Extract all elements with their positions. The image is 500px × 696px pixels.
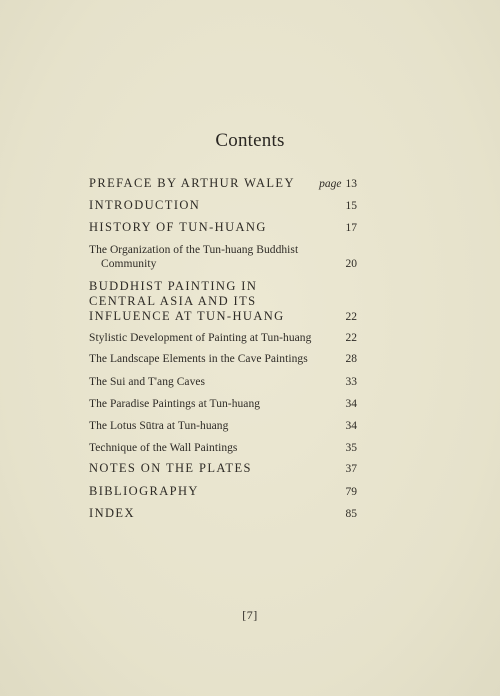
toc-entry-label: The Sui and T'ang Caves <box>89 376 206 388</box>
toc-entry-page: 17 <box>345 222 357 234</box>
toc-entry-page: 35 <box>345 442 357 454</box>
toc-entry-page <box>319 177 357 191</box>
toc-entry-bibliography <box>89 484 357 499</box>
toc-entry-label: NOTES ON THE PLATES <box>89 461 252 475</box>
toc-entry-organization <box>89 243 357 271</box>
toc-entry-page: 22 <box>345 332 357 344</box>
toc-entry-technique <box>89 441 357 455</box>
toc-entry-introduction <box>89 198 357 213</box>
toc-entry-page: 34 <box>345 398 357 410</box>
toc-entry-stylistic <box>89 331 357 345</box>
toc-entry-label: Stylistic Development of Painting at Tun-huang <box>89 332 312 344</box>
toc-entry-page: 15 <box>345 200 357 212</box>
toc-entry-label: The Lotus Sūtra at Tun-huang <box>89 420 229 432</box>
toc-entry-page: 28 <box>345 353 357 365</box>
toc-entry-label: PREFACE BY ARTHUR WALEY <box>89 176 295 190</box>
toc-entry-label: Technique of the Wall Paintings <box>89 442 238 454</box>
toc-entry-sui-tang <box>89 375 357 389</box>
toc-entry-history <box>89 220 357 235</box>
toc-entry-page: 33 <box>345 376 357 388</box>
toc-entry-page: 85 <box>345 508 357 520</box>
toc-entry-lotus <box>89 419 357 433</box>
toc-entry-buddhist-painting <box>89 279 357 324</box>
toc-entry-label: INTRODUCTION <box>89 198 201 212</box>
toc-entry-index <box>89 506 357 521</box>
toc-entry-notes <box>89 461 357 476</box>
toc-entry-label: HISTORY OF TUN-HUANG <box>89 220 267 234</box>
toc-entry-preface <box>89 176 357 191</box>
toc-entry-label: The Landscape Elements in the Cave Paintings <box>89 353 308 365</box>
toc-entry-page: 20 <box>345 258 357 270</box>
toc-entry-label: BUDDHIST PAINTING IN CENTRAL ASIA AND ITS INFLUENCE AT TUN-HUANG <box>89 279 285 323</box>
toc-entry-page: 34 <box>345 420 357 432</box>
toc-entry-page: 37 <box>345 463 357 475</box>
page-title: Contents <box>215 130 285 151</box>
toc-entry-label: The Paradise Paintings at Tun-huang <box>89 398 261 410</box>
toc-entry-label: INDEX <box>89 506 135 520</box>
toc-entry-label: BIBLIOGRAPHY <box>89 484 199 498</box>
toc-entry-page: 22 <box>345 311 357 323</box>
toc-entry-landscape <box>89 352 357 366</box>
toc-entry-page: 79 <box>345 486 357 498</box>
toc-entry-label: The Organization of the Tun-huang Buddhist Community <box>89 244 299 270</box>
page-number: 13 <box>345 178 357 190</box>
toc-entry-paradise <box>89 397 357 411</box>
page-folio: [7] <box>242 608 258 622</box>
page-prefix: page <box>319 178 342 190</box>
